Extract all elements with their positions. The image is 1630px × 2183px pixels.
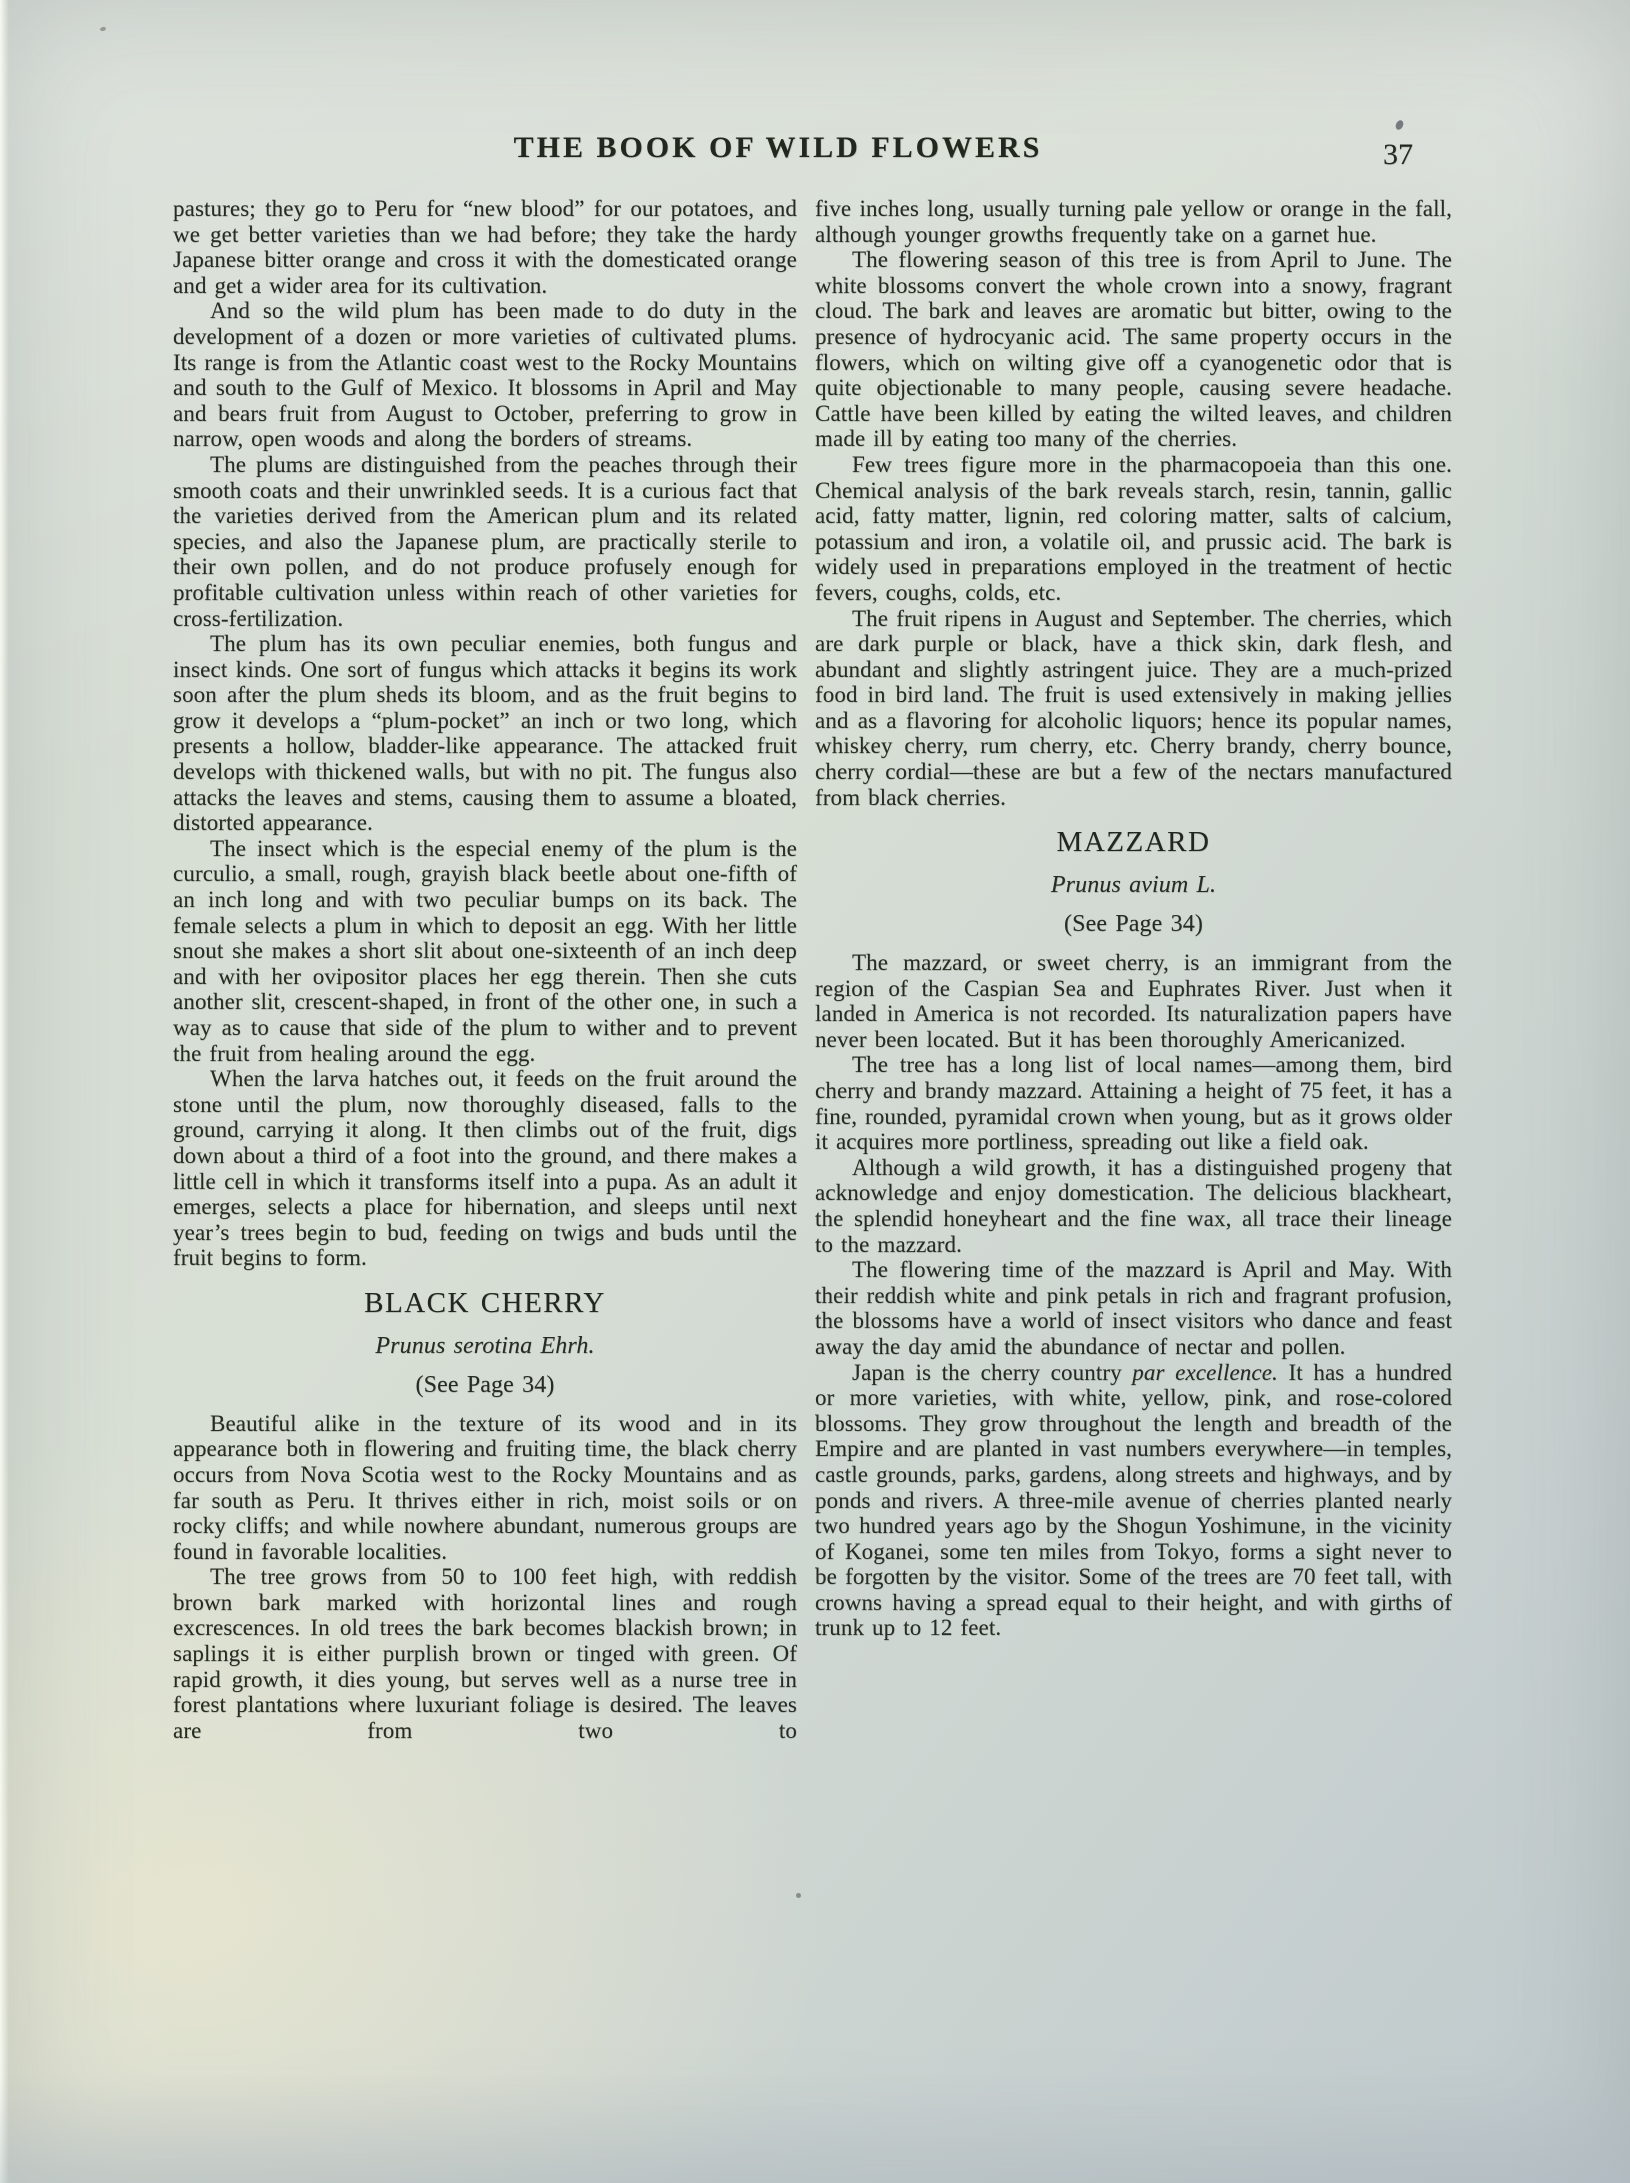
section-title-mazzard: MAZZARD xyxy=(1056,826,1211,859)
paragraph-text: It has a hundred or more varieties, with white, yellow, pink, and rose-colored blossoms. They grow throughout the length and breadth of the Empire and are planted in vast numbers everywhere—in temples, castle grounds, parks, gardens, along streets and highways, and by ponds and rivers. A three-mile avenue of cherries planted nearly two hundred years ago by the Shogun Yoshimune, in the vicinity of Koganei, some ten miles from Tokyo, forms a sight never to be forgotten by the visitor. Some of the trees are 70 feet tall, with crowns having a spread equal to their height, and with girths of trunk up to 12 feet. xyxy=(815,1359,1452,1641)
page-header xyxy=(148,131,1408,165)
photo-speck xyxy=(100,26,107,31)
page-edge-highlight xyxy=(0,0,9,2183)
paragraph: Although a wild growth, it has a distinguished progeny that acknowledge and enjoy domestication. The delicious blackheart, the splendid honeyheart and the fine wax, all trace their lineage to the mazzard. xyxy=(815,1154,1452,1257)
italic-phrase: par excellence. xyxy=(1132,1359,1278,1385)
paragraph: The flowering season of this tree is from April to June. The white blossoms convert the whole crown into a snowy, fragrant cloud. The bark and leaves are aromatic but bitter, owing to the presence of hydrocyanic acid. The same property occurs in the flowers, which on wilting give off a cyanogenetic odor that is quite objectionable to many people, causing severe headache. Cattle have been killed by eating the wilted leaves, and children made ill by eating too many of the cherries. xyxy=(815,247,1452,452)
paragraph: The insect which is the especial enemy of the plum is the curculio, a small, rough, grayish black beetle about one-fifth of an inch long and with two peculiar bumps on its back. The female selects a plum in which to deposit an egg. With her little snout she makes a short slit about one-sixteenth of an inch deep and with her ovipositor places her egg therein. Then she cuts another slit, crescent-shaped, in front of the other one, in such a way as to cause that side of the plum to wither and to prevent the fruit from healing around the egg. xyxy=(173,835,797,1066)
page-title: THE BOOK OF WILD FLOWERS xyxy=(513,131,1043,164)
paragraph xyxy=(815,1360,1452,1642)
species-name: Prunus serotina Ehrh. xyxy=(375,1332,595,1359)
photo-speck xyxy=(1394,119,1405,131)
paragraph: The flowering time of the mazzard is April and May. With their reddish white and pink petals in rich and fragrant profusion, the blossoms have a world of insect visitors who dance and feast away the day amid the abundance of nectar and pollen. xyxy=(815,1257,1452,1359)
see-page-reference: (See Page 34) xyxy=(415,1372,555,1399)
see-page-reference: (See Page 34) xyxy=(1064,911,1203,938)
photo-speck xyxy=(796,1893,801,1898)
paragraph: The plum has its own peculiar enemies, both fungus and insect kinds. One sort of fungus which attacks it begins its work soon after the plum sheds its bloom, and as the fruit begins to grow it develops a “plum-pocket” an inch or two long, which presents a hollow, bladder-like appearance. The attacked fruit develops with thickened walls, but with no pit. The fungus also attacks the leaves and stems, causing them to assume a bloated, distorted appearance. xyxy=(173,631,797,836)
paragraph: And so the wild plum has been made to do duty in the development of a dozen or more varieties of cultivated plums. Its range is from the Atlantic coast west to the Rocky Mountains and south to the Gulf of Mexico. It blossoms in April and May and bears fruit from August to October, preferring to grow in narrow, open woods and along the borders of streams. xyxy=(173,298,797,452)
paragraph: Beautiful alike in the texture of its wood and in its appearance both in flowering and fruiting time, the black cherry occurs from Nova Scotia west to the Rocky Mountains and as far south as Peru. It thrives either in rich, moist soils or on rocky cliffs; and while nowhere abundant, numerous groups are found in favorable localities. xyxy=(173,1410,797,1564)
paragraph: The tree grows from 50 to 100 feet high, with reddish brown bark marked with horizontal lines and rough excrescences. In old trees the bark becomes blackish brown; in saplings it is either purplish brown or tinged with green. Of rapid growth, it dies young, but serves well as a nurse tree in forest plantations where luxuriant foliage is desired. The leaves are from two to xyxy=(173,1564,797,1743)
section-title-black-cherry: BLACK CHERRY xyxy=(364,1286,606,1319)
paragraph: pastures; they go to Peru for “new blood” for our potatoes, and we get better varieties than we had before; they take the hardy Japanese bitter orange and cross it with the domesticated orange and get a wider area for its cultivation. xyxy=(173,196,797,298)
page-bottom-shadow xyxy=(0,2073,1630,2183)
photo-speck xyxy=(1117,1036,1121,1040)
paragraph: The plums are distinguished from the peaches through their smooth coats and their unwrinkled seeds. It is a curious fact that the varieties derived from the American plum and its related species, and also the Japanese plum, are practically sterile to their own pollen, and do not produce profusely enough for profitable cultivation unless within reach of other varieties for cross-fertilization. xyxy=(173,451,797,631)
left-column xyxy=(173,196,797,1743)
paragraph-text: Japan is the cherry country xyxy=(852,1359,1133,1385)
page-number: 37 xyxy=(1383,138,1413,171)
right-column xyxy=(815,196,1452,1641)
paragraph: The fruit ripens in August and September. The cherries, which are dark purple or black, have a thick skin, dark flesh, and abundant and slightly astringent juice. They are a much-prized food in bird land. The fruit is used extensively in making jellies and as a flavoring for alcoholic liquors; hence its popular names, whiskey cherry, rum cherry, etc. Cherry brandy, cherry bounce, cherry cordial—these are but a few of the nectars manufactured from black cherries. xyxy=(815,605,1452,810)
paragraph: The tree has a long list of local names—among them, bird cherry and brandy mazzard. Attaining a height of 75 feet, it has a fine, rounded, pyramidal crown when young, but as it grows older it acquires more portliness, spreading out like a field oak. xyxy=(815,1052,1452,1155)
paragraph: five inches long, usually turning pale yellow or orange in the fall, although younger growths frequently take on a garnet hue. xyxy=(815,196,1452,247)
paragraph: Few trees figure more in the pharmacopoeia than this one. Chemical analysis of the bark reveals starch, resin, tannin, gallic acid, fatty matter, lignin, red coloring matter, salts of calcium, potassium and iron, a volatile oil, and prussic acid. The bark is widely used in preparations employed in the treatment of hectic fevers, coughs, colds, etc. xyxy=(815,451,1452,605)
paragraph: The mazzard, or sweet cherry, is an immigrant from the region of the Caspian Sea and Euphrates River. Just when it landed in America is not recorded. Its naturalization papers have never been located. But it has been thoroughly Americanized. xyxy=(815,950,1452,1052)
paragraph: When the larva hatches out, it feeds on the fruit around the stone until the plum, now thoroughly diseased, falls to the ground, carrying it along. It then climbs out of the fruit, digs down about a third of a foot into the ground, and there makes a little cell in which it transforms itself into a pupa. As an adult it emerges, selects a place for hibernation, and sleeps until next year’s trees begin to bud, feeding on twigs and buds until the fruit begins to form. xyxy=(173,1066,797,1271)
species-name: Prunus avium L. xyxy=(1050,871,1217,898)
